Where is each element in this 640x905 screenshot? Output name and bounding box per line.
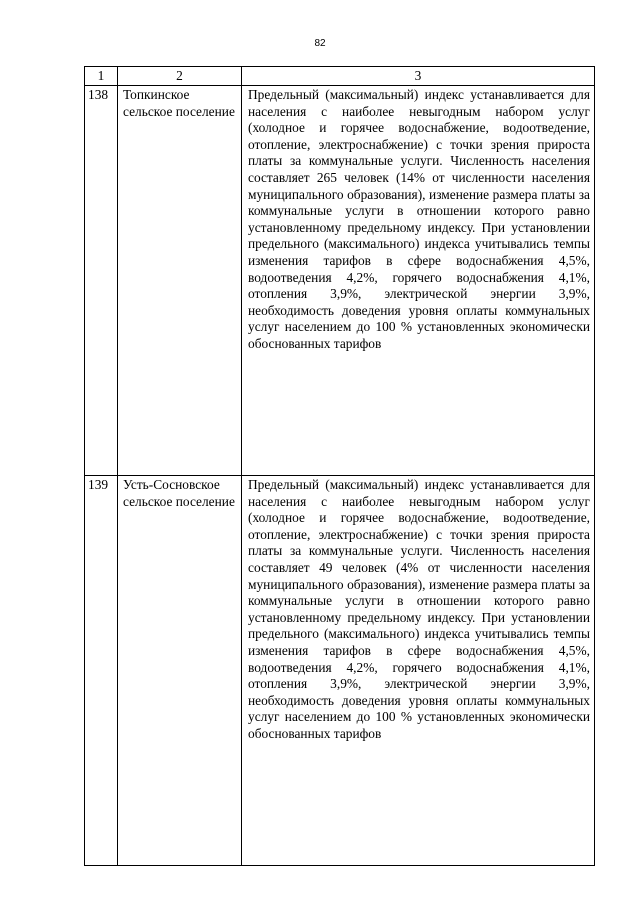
table-row (85, 476, 595, 866)
table-row (85, 86, 595, 476)
tariff-index-table (84, 66, 595, 866)
header-cell-1: 1 (85, 67, 118, 86)
header-cell-2: 2 (118, 67, 242, 86)
settlement-name: Топкинское сельское поселение (118, 86, 242, 476)
row-number: 139 (85, 476, 118, 866)
settlement-name: Усть-Сосновское сельское поселение (118, 476, 242, 866)
header-cell-3: 3 (242, 67, 595, 86)
table-header-row (85, 67, 595, 86)
index-description: Предельный (максимальный) индекс устанавливается для населения с наиболее невыгодным набором услуг (холодное и горячее водоснабжение, водоотведение, отопление, электроснабжение) с точки зрения прироста платы за коммунальные услуги. Численность населения составляет 265 человек (14% от численности населения муниципального образования), изменение размера платы за коммунальные услуги в отношении которого равно установленному предельному индексу. При установлении предельного (максимального) индекса учитывались темпы изменения тарифов в сфере водоснабжения 4,5%, водоотведения 4,2%, горячего водоснабжения 4,1%, отопления 3,9%, электрической энергии 3,9%, необходимость доведения уровня оплаты коммунальных услуг населением до 100 % установленных экономически обоснованных тарифов (242, 86, 595, 476)
page-number: 82 (314, 38, 326, 49)
row-number: 138 (85, 86, 118, 476)
index-description: Предельный (максимальный) индекс устанавливается для населения с наиболее невыгодным набором услуг (холодное и горячее водоснабжение, водоотведение, отопление, электроснабжение) с точки зрения прироста платы за коммунальные услуги. Численность населения составляет 49 человек (4% от численности населения муниципального образования), изменение размера платы за коммунальные услуги в отношении которого равно установленному предельному индексу. При установлении предельного (максимального) индекса учитывались темпы изменения тарифов в сфере водоснабжения 4,5%, водоотведения 4,2%, горячего водоснабжения 4,1%, отопления 3,9%, электрической энергии 3,9%, необходимость доведения уровня оплаты коммунальных услуг населением до 100 % установленных экономически обоснованных тарифов (242, 476, 595, 866)
